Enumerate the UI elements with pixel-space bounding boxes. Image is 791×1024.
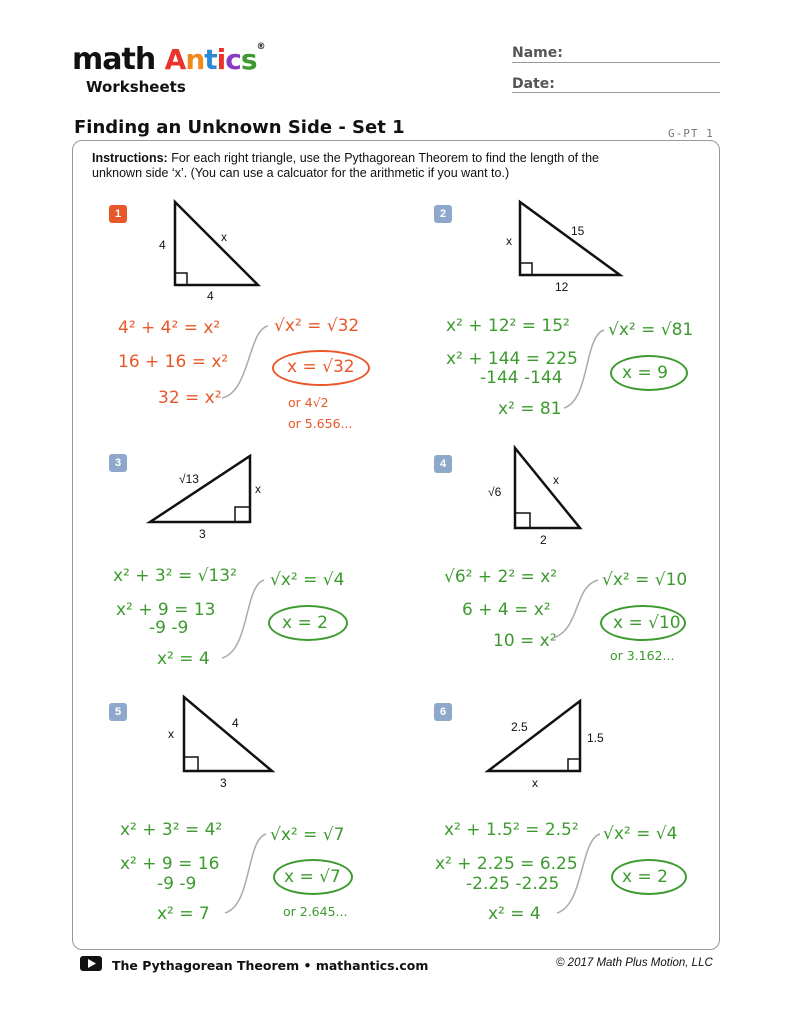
problem-5-side-a: x — [168, 727, 174, 741]
problem-1-side-a: 4 — [159, 238, 166, 252]
problem-3-side-b: 3 — [199, 527, 206, 541]
problem-6-hypotenuse: 2.5 — [511, 720, 528, 734]
problem-5-alt-1: or 2.645... — [283, 904, 348, 919]
problem-2-work-line-1: x² + 12² = 15² — [446, 316, 570, 336]
problem-5-work-line-3: -9 -9 — [157, 874, 197, 894]
problem-5-work-line-1: x² + 3² = 4² — [120, 820, 223, 840]
problem-2-badge: 2 — [434, 205, 452, 223]
problem-1-answer: x = √32 — [287, 357, 355, 377]
problem-2-side-a: x — [506, 234, 512, 248]
logo-math-text: math — [72, 42, 156, 77]
problem-3-badge: 3 — [109, 454, 127, 472]
logo-subtitle: Worksheets — [86, 78, 186, 96]
problem-4-badge: 4 — [434, 455, 452, 473]
problem-6-work-line-1: x² + 1.5² = 2.5² — [444, 820, 579, 840]
problem-6-side-b: x — [532, 776, 538, 790]
arrow-4 — [553, 580, 598, 638]
problem-5-answer: x = √7 — [284, 867, 341, 887]
problem-4-side-b: 2 — [540, 533, 547, 547]
problem-5-hypotenuse: 4 — [232, 716, 239, 730]
problem-6-badge: 6 — [434, 703, 452, 721]
problem-1-work-line-2: 16 + 16 = x² — [118, 352, 229, 372]
problem-3-sqrt-step: √x² = √4 — [270, 570, 345, 590]
problem-4-work-line-2: 6 + 4 = x² — [462, 600, 551, 620]
problem-2-side-b: 12 — [555, 280, 569, 294]
problem-6-sqrt-step: √x² = √4 — [603, 824, 678, 844]
problem-3-hypotenuse: √13 — [179, 472, 199, 486]
arrow-6 — [557, 834, 600, 913]
problem-5-work-line-4: x² = 7 — [157, 904, 210, 924]
instructions-text: For each right triangle, use the Pythagorean Theorem to find the length of the unknown side ‘x’. (You can use a calcuator for the arithmetic if you want to.) — [92, 151, 600, 180]
instructions-label: Instructions: — [92, 151, 168, 165]
problem-5-sqrt-step: √x² = √7 — [270, 825, 345, 845]
problem-6-side-a: 1.5 — [587, 731, 604, 745]
problem-1-work-line-3: 32 = x² — [158, 388, 222, 408]
problem-5-work-line-2: x² + 9 = 16 — [120, 854, 220, 874]
problem-2-answer: x = 9 — [622, 363, 668, 383]
problem-4-hypotenuse: x — [553, 473, 559, 487]
logo-antics-letter: i — [216, 43, 226, 76]
problem-3-side-a: x — [255, 482, 261, 496]
problem-2-sqrt-step: √x² = √81 — [608, 320, 694, 340]
problem-3-work-line-2: x² + 9 = 13 — [116, 600, 216, 620]
logo-registered-mark: ® — [256, 42, 265, 52]
problem-3-answer: x = 2 — [282, 613, 328, 633]
arrow-5 — [225, 834, 266, 913]
problem-5-badge: 5 — [109, 703, 127, 721]
problem-1-sqrt-step: √x² = √32 — [274, 316, 360, 336]
problem-4-side-a: √6 — [488, 485, 502, 499]
worksheet-code: G-PT 1 — [668, 127, 714, 140]
arrow-1 — [222, 326, 268, 398]
copyright: © 2017 Math Plus Motion, LLC — [556, 957, 713, 969]
date-label: Date: — [512, 76, 555, 92]
logo-antics-letter: s — [240, 43, 257, 76]
problem-1-badge: 1 — [109, 205, 127, 223]
play-icon — [80, 956, 102, 971]
problem-4-work-line-3: 10 = x² — [493, 631, 557, 651]
problem-3-work-line-4: x² = 4 — [157, 649, 210, 669]
problem-4-work-line-1: √6² + 2² = x² — [444, 567, 558, 587]
problem-4-alt-1: or 3.162... — [610, 648, 675, 663]
problem-6-work-line-4: x² = 4 — [488, 904, 541, 924]
problem-6-answer: x = 2 — [622, 867, 668, 887]
problem-2-work-line-2: x² + 144 = 225 — [446, 349, 578, 369]
problem-1-hypotenuse: x — [221, 230, 227, 244]
problem-1-work-line-1: 4² + 4² = x² — [118, 318, 221, 338]
logo-antics-letter: t — [204, 43, 217, 76]
problem-1-side-b: 4 — [207, 289, 214, 303]
problem-1-alt-1: or 4√2 — [288, 395, 329, 410]
problem-3-work-line-1: x² + 3² = √13² — [113, 566, 237, 586]
logo-antics-letter: A — [164, 43, 186, 76]
name-label: Name: — [512, 45, 563, 61]
problem-6-work-line-3: -2.25 -2.25 — [466, 874, 560, 894]
footer-title: The Pythagorean Theorem • mathantics.com — [112, 958, 429, 973]
logo-antics-letter: n — [185, 43, 205, 76]
page-title: Finding an Unknown Side - Set 1 — [74, 117, 405, 138]
problem-1-alt-2: or 5.656... — [288, 416, 353, 431]
problem-6-work-line-2: x² + 2.25 = 6.25 — [435, 854, 578, 874]
problem-2-work-line-3: -144 -144 — [480, 368, 563, 388]
problem-4-sqrt-step: √x² = √10 — [602, 570, 688, 590]
arrow-2 — [564, 330, 604, 408]
arrow-3 — [222, 580, 264, 658]
logo-antics-letter: c — [225, 43, 241, 76]
problem-3-work-line-3: -9 -9 — [149, 618, 189, 638]
problem-2-work-line-4: x² = 81 — [498, 399, 562, 419]
problem-5-side-b: 3 — [220, 776, 227, 790]
problem-2-hypotenuse: 15 — [571, 224, 585, 238]
problem-4-answer: x = √10 — [613, 613, 681, 633]
